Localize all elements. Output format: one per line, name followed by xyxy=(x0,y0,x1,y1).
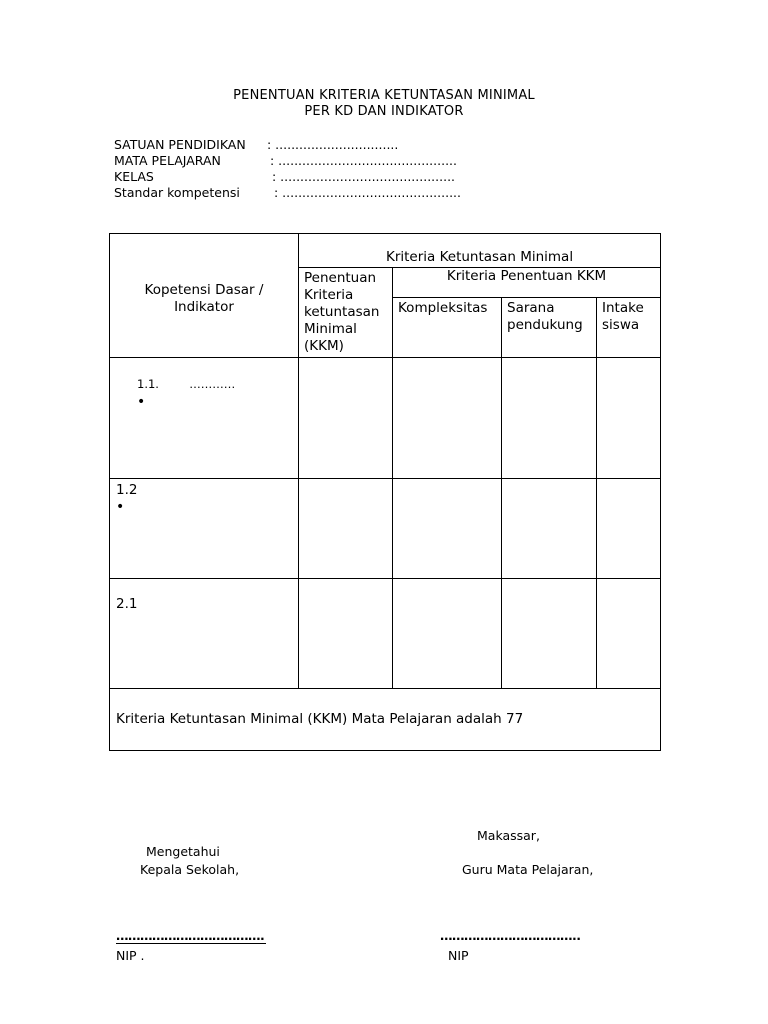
place-text: Makassar, xyxy=(477,828,540,843)
kd-cell-1-2 xyxy=(110,479,299,579)
kd-cell-2-1 xyxy=(110,579,299,689)
left-signature-line: ………………………………. xyxy=(116,928,265,943)
kd-label-2-1: 2.1 xyxy=(116,596,138,612)
field-value-satuan: : ............................... xyxy=(267,137,399,152)
document-subtitle: PER KD DAN INDIKATOR xyxy=(304,104,464,119)
kkm-header-text: Kriteria Ketuntasan Minimal xyxy=(385,249,574,265)
cell-empty xyxy=(393,358,502,479)
kriteria-header-text: Kriteria Penentuan KKM xyxy=(446,268,607,284)
sarana-header-text: Sarana pendukung xyxy=(507,299,583,333)
kd-label-1-1: 1.1. xyxy=(137,377,159,391)
mengetahui-text: Mengetahui xyxy=(146,844,220,859)
kompleksitas-header-text: Kompleksitas xyxy=(398,299,488,316)
kkm-footer-cell xyxy=(110,689,661,751)
kriteria-header-cell xyxy=(393,268,661,298)
cell-empty xyxy=(502,479,597,579)
cell-empty xyxy=(502,579,597,689)
right-signature-line: …………………………….. xyxy=(440,928,581,943)
field-label-kelas: KELAS xyxy=(114,169,154,184)
cell-empty xyxy=(299,358,393,479)
table-row xyxy=(110,358,661,479)
right-nip: NIP xyxy=(448,948,469,963)
sarana-header-cell xyxy=(502,297,597,357)
table-row xyxy=(110,579,661,689)
bullet-1-2: • xyxy=(116,499,125,515)
cell-empty xyxy=(393,579,502,689)
kd-dots-1-1: ………… xyxy=(189,377,236,391)
field-label-satuan: SATUAN PENDIDIKAN xyxy=(114,137,246,152)
kepala-sekolah-text: Kepala Sekolah, xyxy=(140,862,240,877)
table-row xyxy=(110,479,661,579)
intake-header-cell xyxy=(597,297,661,357)
cell-empty xyxy=(597,579,661,689)
guru-mapel-text: Guru Mata Pelajaran, xyxy=(462,862,594,877)
penentuan-header-text: Penentuan Kriteria ketuntasan Minimal (KKM) xyxy=(304,270,380,354)
penentuan-header-cell xyxy=(299,268,393,358)
cell-empty xyxy=(502,358,597,479)
kkm-footer-text: Kriteria Ketuntasan Minimal (KKM) Mata Pelajaran adalah 77 xyxy=(116,711,524,727)
cell-empty xyxy=(597,358,661,479)
kkm-header-cell xyxy=(299,234,661,268)
kompleksitas-header-cell xyxy=(393,297,502,357)
cell-empty xyxy=(299,579,393,689)
kd-header-text: Kopetensi Dasar / Indikator xyxy=(144,281,264,315)
field-label-standar: Standar kompetensi xyxy=(114,185,240,200)
field-value-kelas: : ............................................ xyxy=(272,169,456,184)
kkm-table xyxy=(109,233,661,751)
document-title: PENENTUAN KRITERIA KETUNTASAN MINIMAL xyxy=(233,88,535,103)
cell-empty xyxy=(299,479,393,579)
intake-header-text: Intake siswa xyxy=(602,299,644,333)
kd-header-cell xyxy=(110,234,299,358)
kd-label-1-2: 1.2 xyxy=(116,482,138,498)
field-value-mapel: : ............................................. xyxy=(270,153,457,168)
left-nip: NIP . xyxy=(116,948,145,963)
field-value-standar: : ............................................. xyxy=(274,185,461,200)
cell-empty xyxy=(597,479,661,579)
kd-cell-1-1 xyxy=(110,358,299,479)
bullet-1-1: • xyxy=(137,394,146,410)
cell-empty xyxy=(393,479,502,579)
field-label-mapel: MATA PELAJARAN xyxy=(114,153,221,168)
